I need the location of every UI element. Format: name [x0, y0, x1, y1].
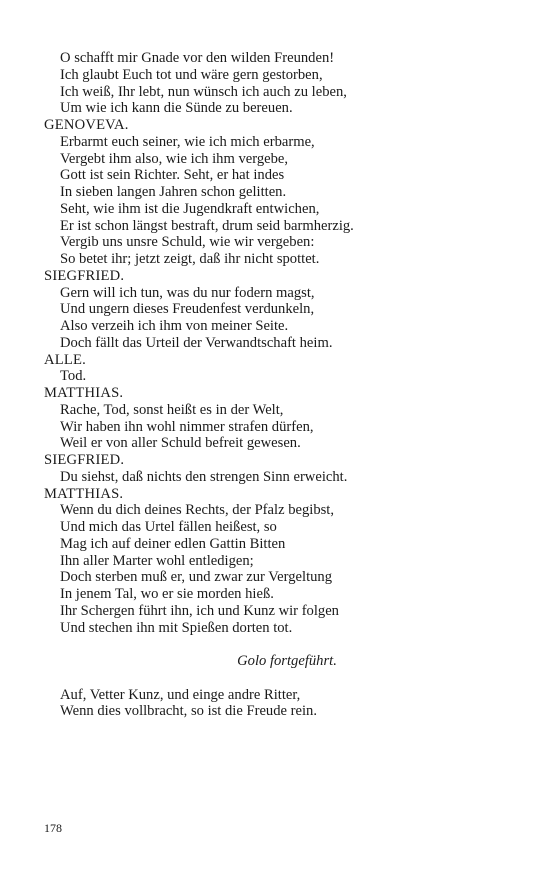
- verse-line: In sieben langen Jahren schon gelitten.: [60, 184, 287, 200]
- verse-line: Vergebt ihm also, wie ich ihm vergebe,: [60, 150, 289, 167]
- verse-line: Doch sterben muß er, und zwar zur Vergeltung: [60, 569, 333, 586]
- verse-line: Um wie ich kann die Sünde zu bereuen.: [60, 100, 293, 117]
- verse-line: Erbarmt euch seiner, wie ich mich erbarme,: [60, 133, 315, 150]
- blank-line: [44, 636, 514, 653]
- verse-line: In jenem Tal, wo er sie morden hieß.: [60, 586, 274, 602]
- speaker-name: SIEGFRIED.: [44, 267, 125, 284]
- verse-line: Wenn dies vollbracht, so ist die Freude rein.: [60, 703, 317, 720]
- verse-line: Mag ich auf deiner edlen Gattin Bitten: [60, 535, 286, 552]
- verse-line: Tod.: [60, 368, 87, 385]
- drama-text: [44, 50, 514, 720]
- stage-direction: Golo fortgeführt.: [237, 653, 337, 669]
- verse-line: Auf, Vetter Kunz, und einge andre Ritter,: [60, 686, 301, 703]
- verse-line: Und stechen ihn mit Spießen dorten tot.: [60, 619, 293, 636]
- verse-line: Ihr Schergen führt ihn, ich und Kunz wir folgen: [60, 602, 339, 619]
- speaker-name: MATTHIAS.: [44, 385, 124, 401]
- verse-line: Wir haben ihn wohl nimmer strafen dürfen,: [60, 418, 314, 435]
- speaker-name: ALLE.: [44, 351, 86, 368]
- verse-line: So betet ihr; jetzt zeigt, daß ihr nicht spottet.: [60, 251, 320, 267]
- verse-line: Gern will ich tun, was du nur fodern magst,: [60, 284, 315, 301]
- speaker-name: SIEGFRIED.: [44, 452, 125, 468]
- page-number: 178: [44, 821, 62, 835]
- verse-line: Gott ist sein Richter. Seht, er hat indes: [60, 167, 285, 184]
- speaker-name: GENOVEVA.: [44, 117, 129, 133]
- verse-line: Weil er von aller Schuld befreit gewesen.: [60, 435, 301, 452]
- verse-line: Doch fällt das Urteil der Verwandtschaft heim.: [60, 334, 333, 351]
- speaker-name: MATTHIAS.: [44, 485, 124, 502]
- verse-line: Seht, wie ihm ist die Jugendkraft entwichen,: [60, 200, 320, 217]
- verse-line: Rache, Tod, sonst heißt es in der Welt,: [60, 401, 284, 418]
- verse-line: Und ungern dieses Freudenfest verdunkeln,: [60, 301, 315, 318]
- verse-line: Du siehst, daß nichts den strengen Sinn erweicht.: [60, 468, 348, 485]
- verse-line: Also verzeih ich ihm von meiner Seite.: [60, 318, 289, 334]
- blank-line: [44, 670, 514, 687]
- verse-line: Er ist schon längst bestraft, drum seid barmherzig.: [60, 217, 354, 234]
- verse-line: Und mich das Urtel fällen heißest, so: [60, 519, 277, 535]
- verse-line: Vergib uns unsre Schuld, wie wir vergeben:: [60, 234, 315, 251]
- verse-line: Ihn aller Marter wohl entledigen;: [60, 552, 254, 569]
- verse-line: O schafft mir Gnade vor den wilden Freunden!: [60, 50, 335, 66]
- verse-line: Wenn du dich deines Rechts, der Pfalz begibst,: [60, 502, 335, 519]
- verse-line: Ich glaubt Euch tot und wäre gern gestorben,: [60, 66, 323, 83]
- verse-line: Ich weiß, Ihr lebt, nun wünsch ich auch zu leben,: [60, 83, 347, 100]
